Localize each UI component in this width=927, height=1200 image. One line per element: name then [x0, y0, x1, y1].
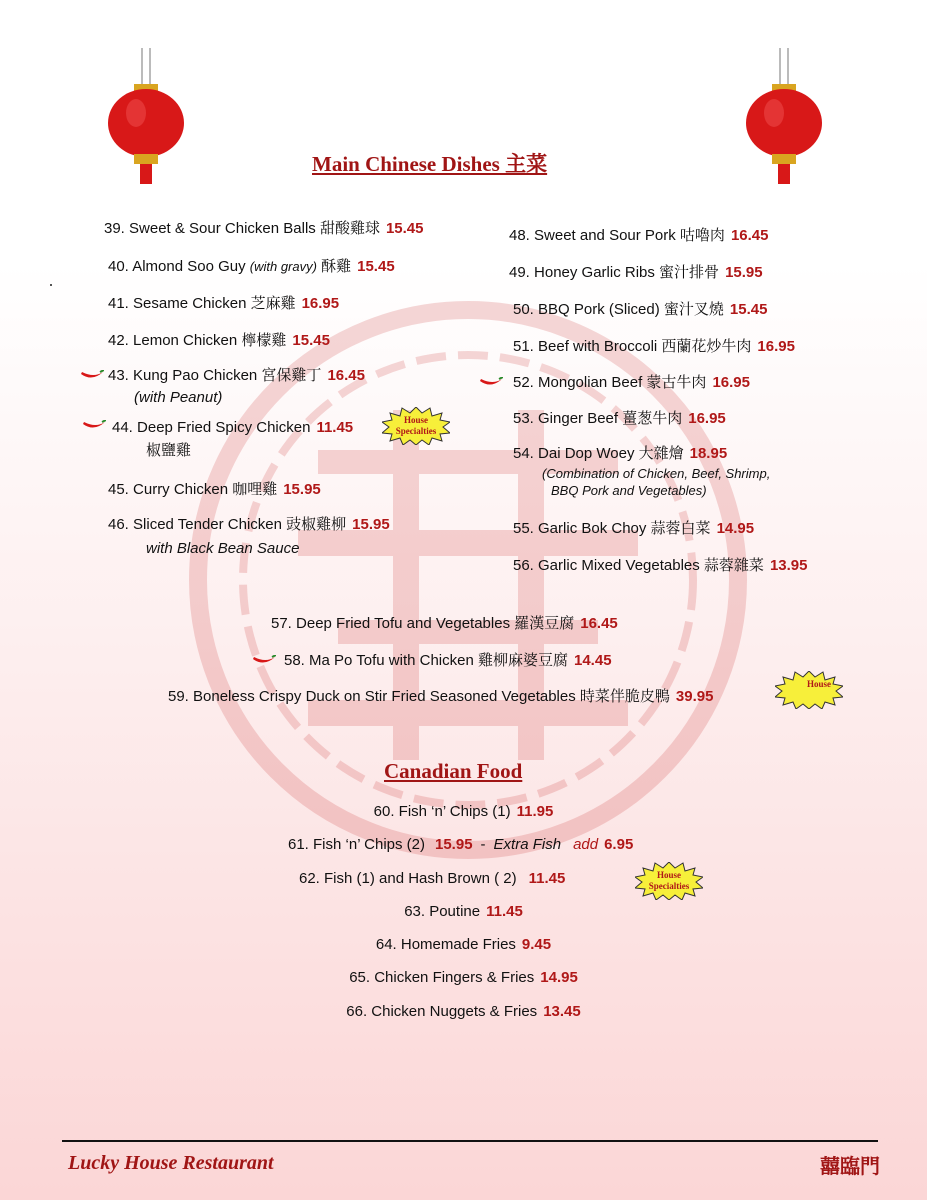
house-specialties-badge-icon: [382, 407, 450, 445]
lantern-right-icon: [744, 48, 824, 188]
menu-item-46: [108, 516, 390, 534]
item-price: 16.45: [730, 227, 769, 244]
lantern-left-icon: [106, 48, 186, 188]
item-label: 49. Honey Garlic Ribs 蜜汁排骨: [509, 264, 720, 281]
item-label: 58. Ma Po Tofu with Chicken 雞柳麻婆豆腐: [284, 652, 568, 669]
item-label: 39. Sweet & Sour Chicken Balls 甜酸雞球: [104, 220, 380, 237]
extra-add-label: add: [573, 836, 599, 853]
footer-divider: [62, 1140, 878, 1142]
item-price: 15.45: [357, 258, 395, 275]
menu-item-64: [0, 936, 927, 954]
menu-item-42: [108, 332, 330, 350]
item-price: 16.45: [580, 615, 618, 632]
chili-pepper-icon: [80, 370, 104, 382]
item-price: 39.95: [675, 688, 714, 705]
menu-item-44-sub: 椒鹽雞: [146, 442, 192, 459]
house-specialties-badge-icon: [635, 862, 703, 900]
menu-item-48: [509, 227, 768, 245]
item-label: 52. Mongolian Beef 蒙古牛肉: [513, 374, 707, 391]
item-price: 15.45: [292, 332, 330, 349]
item-label: 54. Dai Dop Woey 大雜燴: [513, 445, 684, 462]
item-price: 16.95: [712, 374, 750, 391]
badge-line-2: Specialties: [395, 426, 437, 436]
item-label: 60. Fish ‘n’ Chips (1): [373, 803, 511, 820]
menu-item-41: [108, 295, 339, 313]
footer-chinese-name: 囍臨門: [820, 1154, 880, 1178]
item-price: 18.95: [689, 445, 728, 462]
menu-item-53: [513, 410, 726, 428]
extra-dash: -: [480, 836, 486, 853]
item-price: 15.95: [435, 836, 473, 853]
menu-item-65: [0, 969, 927, 987]
item-price: 14.45: [574, 652, 612, 669]
item-label: 43. Kung Pao Chicken 宮保雞丁: [108, 367, 322, 384]
item-label: 62. Fish (1) and Hash Brown ( 2): [299, 870, 517, 887]
footer-restaurant-name: Lucky House Restaurant: [68, 1152, 274, 1174]
item-price: 11.95: [516, 803, 554, 820]
chili-pepper-icon: [82, 420, 106, 432]
item-price: 16.95: [688, 410, 726, 427]
item-price: 15.95: [725, 264, 763, 281]
item-label: 48. Sweet and Sour Pork 咕嚕肉: [509, 227, 725, 244]
menu-item-55: [513, 520, 754, 538]
item-price: 15.95: [352, 516, 390, 533]
item-price: 14.95: [540, 969, 578, 986]
stray-dot: [50, 284, 52, 286]
menu-item-57: [271, 615, 618, 633]
item-label: 55. Garlic Bok Choy 蒜蓉白菜: [513, 520, 711, 537]
menu-item-61: [288, 836, 633, 854]
item-price: 11.45: [316, 419, 354, 436]
menu-item-62: [299, 870, 565, 888]
menu-item-43-sub: (with Peanut): [134, 389, 223, 406]
menu-item-54-sub-2: BBQ Pork and Vegetables): [551, 483, 707, 498]
item-price: 13.45: [543, 1003, 581, 1020]
item-label: 63. Poutine: [404, 903, 481, 920]
menu-item-43: [108, 367, 365, 385]
item-label: 61. Fish ‘n’ Chips (2): [288, 836, 425, 853]
house-badge-icon: [775, 671, 843, 709]
item-label: 51. Beef with Broccoli 西蘭花炒牛肉: [513, 338, 752, 355]
badge-line-2: Specialties: [648, 881, 690, 891]
item-price: 16.95: [301, 295, 340, 312]
item-label: 56. Garlic Mixed Vegetables 蒜蓉雜菜: [513, 557, 764, 574]
item-price: 15.95: [283, 481, 321, 498]
menu-item-58: [284, 652, 612, 670]
item-label: 57. Deep Fried Tofu and Vegetables 羅漢豆腐: [271, 615, 575, 632]
badge-line-1: House: [806, 679, 832, 689]
item-label: 42. Lemon Chicken 檸檬雞: [108, 332, 287, 349]
menu-item-52: [513, 374, 750, 392]
canadian-food-title: Canadian Food: [384, 759, 523, 783]
badge-line-1: House: [656, 870, 682, 880]
menu-item-63: [0, 903, 927, 921]
menu-item-50: [513, 301, 767, 319]
menu-item-56: [513, 557, 807, 575]
item-label: 66. Chicken Nuggets & Fries: [346, 1003, 538, 1020]
menu-item-54-sub: (Combination of Chicken, Beef, Shrimp,: [542, 466, 771, 481]
extra-fish-price: 6.95: [604, 836, 634, 853]
item-label-chinese: 酥雞: [316, 258, 352, 275]
item-price: 16.45: [327, 367, 365, 384]
item-price: 14.95: [716, 520, 755, 537]
main-dishes-title: Main Chinese Dishes 主菜: [312, 152, 548, 176]
menu-item-40: [108, 258, 395, 276]
item-price: 9.45: [521, 936, 552, 953]
menu-item-39: [104, 220, 424, 238]
menu-item-46-sub: with Black Bean Sauce: [146, 540, 300, 557]
chili-pepper-icon: [479, 377, 503, 389]
item-label: 41. Sesame Chicken 芝麻雞: [108, 295, 296, 312]
item-price: 11.45: [528, 870, 566, 887]
menu-item-54: [513, 445, 727, 463]
menu-item-45: [108, 481, 321, 499]
item-label: 65. Chicken Fingers & Fries: [349, 969, 535, 986]
item-price: 15.45: [385, 220, 424, 237]
extra-fish-label: Extra Fish: [493, 836, 562, 853]
menu-item-51: [513, 338, 795, 356]
menu-item-44: [112, 419, 353, 437]
menu-item-59: [168, 688, 713, 706]
item-price: 15.45: [729, 301, 768, 318]
menu-item-60: [0, 803, 927, 821]
menu-item-49: [509, 264, 763, 282]
item-label: 59. Boneless Crispy Duck on Stir Fried Seasoned Vegetables 時菜伴脆皮鴨: [168, 688, 670, 705]
item-price: 11.45: [486, 903, 523, 920]
item-label: 44. Deep Fried Spicy Chicken: [112, 419, 311, 436]
item-price: 13.95: [769, 557, 808, 574]
item-price: 16.95: [757, 338, 795, 355]
menu-item-66: [0, 1003, 927, 1021]
item-note: (with gravy): [249, 259, 317, 274]
badge-line-1: House: [403, 415, 429, 425]
item-label: 45. Curry Chicken 咖哩雞: [108, 481, 278, 498]
chili-pepper-icon: [252, 655, 276, 667]
item-label: 46. Sliced Tender Chicken 豉椒雞柳: [108, 516, 347, 533]
item-label: 53. Ginger Beef 薑葱牛肉: [513, 410, 683, 427]
item-label: 64. Homemade Fries: [375, 936, 516, 953]
item-label: 40. Almond Soo Guy: [108, 258, 246, 275]
item-label: 50. BBQ Pork (Sliced) 蜜汁叉燒: [513, 301, 724, 318]
